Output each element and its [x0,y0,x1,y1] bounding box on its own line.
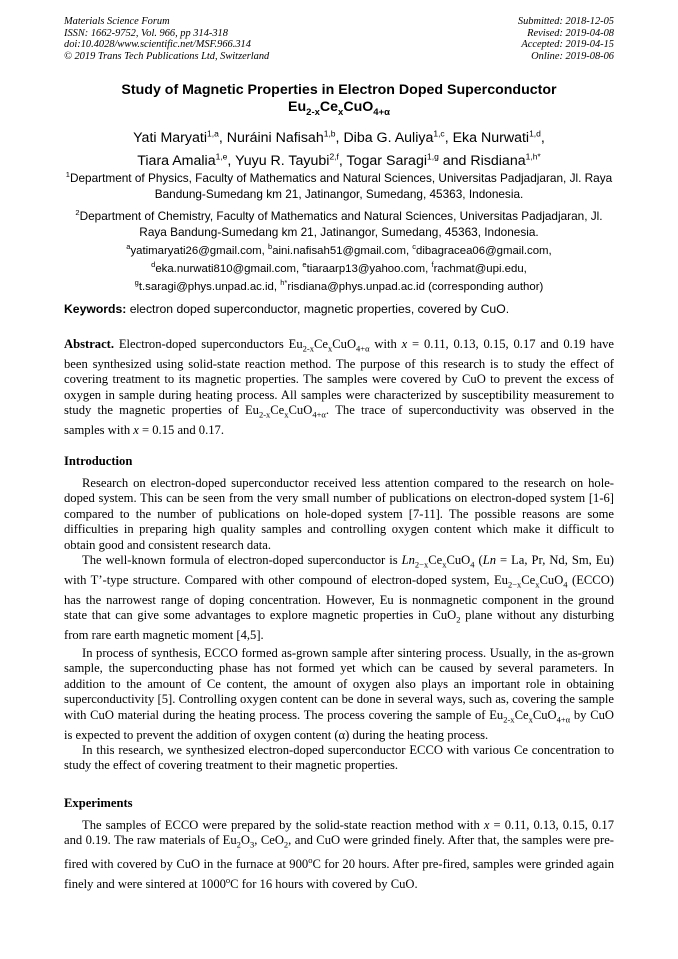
author: Yati Maryati$^{1,a}$, [133,128,227,146]
author: Risdiana$^{1,h*}$ [470,151,541,170]
intro-paragraph-1: Research on electron-doped superconductor received less attention compared to the research on hole-doped system. This can be seen from the very small number of publications on electron-doped system [1-6] compared to the number of publications on hole-doped system [7-11]. The possible reasons are some difficulties in preparing high quality samples and controlling oxygen content which make it difficult to obtain good and consistent research data. [64,476,614,552]
paper-title [60,82,618,121]
issn: ISSN: 1662-9752, Vol. 966, pp 314-318 [64,27,228,39]
author: Tiara Amalia$^{1,e}$, [137,151,236,170]
submitted-date: Submitted: 2018-12-05 [517,16,614,27]
copyright: © 2019 Trans Tech Publications Ltd, Switzerland [64,50,270,62]
email: $^a$yatimaryati26@gmail.com, [126,242,269,257]
intro-paragraph-3: In process of synthesis, ECCO formed as-grown sample after sintering process. Usually, in the as-grown sample, the superconducting phase has not formed yet which can be caused by several parameters. In addition to the amount of Ce content, the amount of oxygen also plays an important role in obtaining superconductivity [5]. Controlling oxygen content can be done in several ways, such as, covering the sample with CuO material during the heating process. The process covering the sample of $Eu_{2-x}Ce_xCuO_{4+\alpha}$ by CuO is expected to prevent the addition of oxygen content (α) during the heating process. [64,646,615,742]
journal-info [64,16,269,62]
introduction-heading: Introduction [64,454,133,468]
email-list [64,240,614,295]
email: $^f$rachmat@upi.edu, [431,260,527,276]
affiliation-2: $^2$Department of Chemistry, Faculty of Mathematics and Natural Sciences, Universitas Padjadjaran, Jl. Raya Bandung-Sumedang km 21, Jatinangor, Sumedang, 45363, Indonesia. [75,208,603,239]
title-formula: $Eu_{2-x}Ce_xCuO_{4+\alpha}$ [288,99,390,118]
keywords-text: electron doped superconductor, magnetic properties, covered by CuO. [126,302,510,316]
title-line-1: Study of Magnetic Properties in Electron Doped Superconductor [121,82,557,98]
journal-name: Materials Science Forum [64,16,170,27]
abstract: Abstract. Electron-doped superconductors $Eu_{2-x}Ce_xCuO_{4+\alpha}$ with x = 0.11, 0.13, 0.15, 0.17 and 0.19 have been synthesized using solid-state reaction method. The purpose of this research is to study the effect of covering treatment to its magnetic properties. The samples were covered by CuO to prevent the excess of oxygen in sample during heating process. All samples were characterized by susceptibility measurement to study the magnetic properties of $Eu_{2-x}Ce_xCuO_{4+\alpha}$. The trace of superconductivity was observed in the samples with x = 0.15 and 0.17. [64,337,615,438]
email: $^b$aini.nafisah51@gmail.com, [268,242,413,257]
accepted-date: Accepted: 2019-04-15 [521,39,614,51]
email: $^c$dibagracea06@gmail.com, [412,242,552,257]
experiments-heading: Experiments [64,796,133,810]
author: Nuráini Nafisah$^{1,b}$, [226,128,344,146]
author: Togar Saragi$^{1,g}$ and [346,151,471,170]
author: Yuyu R. Tayubi$^{2,f}$, [235,151,347,170]
doi: doi:10.4028/www.scientific.net/MSF.966.314 [64,39,251,51]
online-date: Online: 2019-08-06 [531,50,614,62]
affiliation-1: $^1$Department of Physics, Faculty of Mathematics and Natural Sciences, Universitas Padjadjaran, Jl. Raya Bandung-Sumedang km 21, Jatinangor, Sumedang, 45363, Indonesia. [65,170,613,201]
abstract-label: Abstract. [64,337,115,351]
experiments-paragraph-1: The samples of ECCO were prepared by the solid-state reaction method with x = 0.11, 0.13, 0.15, 0.17 and 0.19. The raw materials of $Eu_2O_3$, CeO$_2$, and CuO were grinded finely. After that, the samples were pre-fired with covered by CuO in the furnace at 900$^o$C for 20 hours. After pre-fired, samples were grinded again finely and were sintered at 1000$^o$C for 16 hours with covered by CuO. [64,818,614,892]
email: $^e$tiaraarp13@yahoo.com, [302,260,432,276]
keywords [64,302,614,317]
email: $^g$t.saragi@phys.unpad.ac.id, [134,278,281,294]
author-list [60,124,618,171]
email: $^{h*}$risdiana@phys.unpad.ac.id (corresponding author) [280,278,544,294]
email: $^d$eka.nurwati810@gmail.com, [151,260,303,276]
intro-paragraph-4: In this research, we synthesized electron-doped superconductor ECCO with various Ce concentration to study the effect of covering treatment to their magnetic properties. [64,743,614,773]
intro-paragraph-2: The well-known formula of electron-doped superconductor is $Ln_{2-x}Ce_xCuO_4$ (Ln = La, Pr, Nd, Sm, Eu) with T’-type structure. Compared with other compound of electron-doped system, $Eu_{2-x}Ce_xCuO_4$ (ECCO) has the narrowest range of doping concentration. However, Eu is nonmagnetic component in the ground state that can give some advantages to explore magnetic properties in CuO$_2$ plane without any disturbing from rare earth magnetic moment [4,5]. [64,553,614,643]
keywords-label: Keywords: [64,302,127,316]
author: Eka Nurwati$^{1,d}$, [452,128,545,146]
publication-dates [518,16,614,62]
author: Diba G. Auliya$^{1,c}$, [343,128,453,146]
revised-date: Revised: 2019-04-08 [527,27,614,39]
